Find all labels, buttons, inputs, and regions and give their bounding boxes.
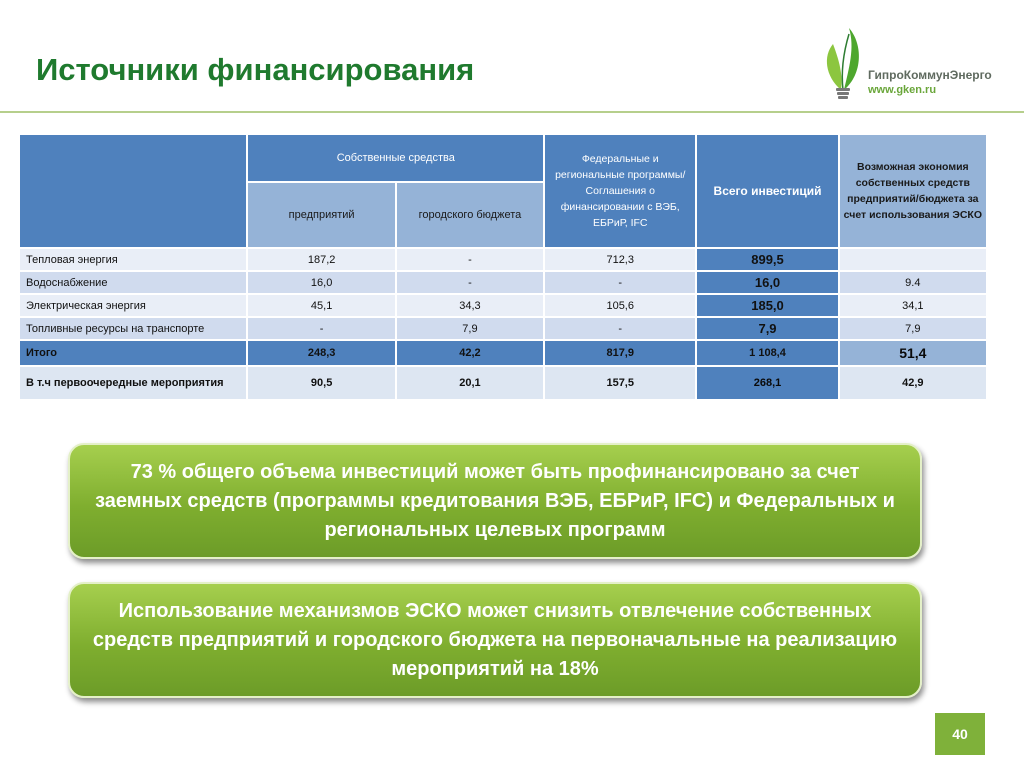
priority-savings: 42,9 xyxy=(840,367,986,399)
slide-title: Источники финансирования xyxy=(36,52,475,87)
header-city-budget: городского бюджета xyxy=(397,183,543,247)
table-corner xyxy=(20,135,246,247)
callout-esco-savings: Использование механизмов ЭСКО может снизить отвлечение собственных средств предприятий и городского бюджета на первоначальные на реализацию мероприятий на 18% xyxy=(68,582,922,698)
table-row xyxy=(20,272,986,293)
header-savings: Возможная экономия собственных средств предприятий/бюджета за счет использования ЭСКО xyxy=(840,135,986,247)
cell-city: 34,3 xyxy=(397,295,543,316)
row-label: Водоснабжение xyxy=(20,272,246,293)
cell-federal: - xyxy=(545,318,695,339)
priority-city: 20,1 xyxy=(397,367,543,399)
cell-federal: 712,3 xyxy=(545,249,695,270)
cell-total: 7,9 xyxy=(697,318,837,339)
financing-table xyxy=(18,133,988,401)
header-federal: Федеральные и региональные программы/ Соглашения о финансировании с ВЭБ, ЕБРиР, IFC xyxy=(545,135,695,247)
cell-city: 7,9 xyxy=(397,318,543,339)
cell-total: 16,0 xyxy=(697,272,837,293)
cell-savings xyxy=(840,249,986,270)
header-total-investments: Всего инвестиций xyxy=(697,135,837,247)
row-label: Топливные ресурсы на транспорте xyxy=(20,318,246,339)
total-label: Итого xyxy=(20,341,246,365)
cell-city: - xyxy=(397,272,543,293)
total-enterprises: 248,3 xyxy=(248,341,394,365)
company-logo xyxy=(815,24,1005,104)
table-row xyxy=(20,295,986,316)
priority-label: В т.ч первоочередные мероприятия xyxy=(20,367,246,399)
leaf-bulb-icon xyxy=(819,24,867,100)
total-savings: 51,4 xyxy=(840,341,986,365)
header-enterprises: предприятий xyxy=(248,183,394,247)
row-label: Тепловая энергия xyxy=(20,249,246,270)
cell-enterprises: 16,0 xyxy=(248,272,394,293)
title-divider xyxy=(0,111,1024,113)
total-row xyxy=(20,341,986,365)
cell-federal: 105,6 xyxy=(545,295,695,316)
priority-federal: 157,5 xyxy=(545,367,695,399)
header-own-funds: Собственные средства xyxy=(248,135,543,181)
row-label: Электрическая энергия xyxy=(20,295,246,316)
priority-total: 268,1 xyxy=(697,367,837,399)
cell-savings: 9.4 xyxy=(840,272,986,293)
total-total: 1 108,4 xyxy=(697,341,837,365)
cell-city: - xyxy=(397,249,543,270)
logo-website: www.gken.ru xyxy=(868,84,937,96)
cell-savings: 7,9 xyxy=(840,318,986,339)
callout-investment-share: 73 % общего объема инвестиций может быть профинансировано за счет заемных средств (программы кредитования ВЭБ, ЕБРиР, IFC) и Федеральных и региональных целевых программ xyxy=(68,443,922,559)
priority-row xyxy=(20,367,986,399)
cell-total: 185,0 xyxy=(697,295,837,316)
cell-savings: 34,1 xyxy=(840,295,986,316)
cell-enterprises: 45,1 xyxy=(248,295,394,316)
cell-total: 899,5 xyxy=(697,249,837,270)
priority-enterprises: 90,5 xyxy=(248,367,394,399)
page-number: 40 xyxy=(935,713,985,755)
total-city: 42,2 xyxy=(397,341,543,365)
cell-enterprises: 187,2 xyxy=(248,249,394,270)
cell-federal: - xyxy=(545,272,695,293)
logo-company-name: ГипроКоммунЭнерго xyxy=(868,68,992,82)
table-row xyxy=(20,318,986,339)
table-row xyxy=(20,249,986,270)
cell-enterprises: - xyxy=(248,318,394,339)
total-federal: 817,9 xyxy=(545,341,695,365)
